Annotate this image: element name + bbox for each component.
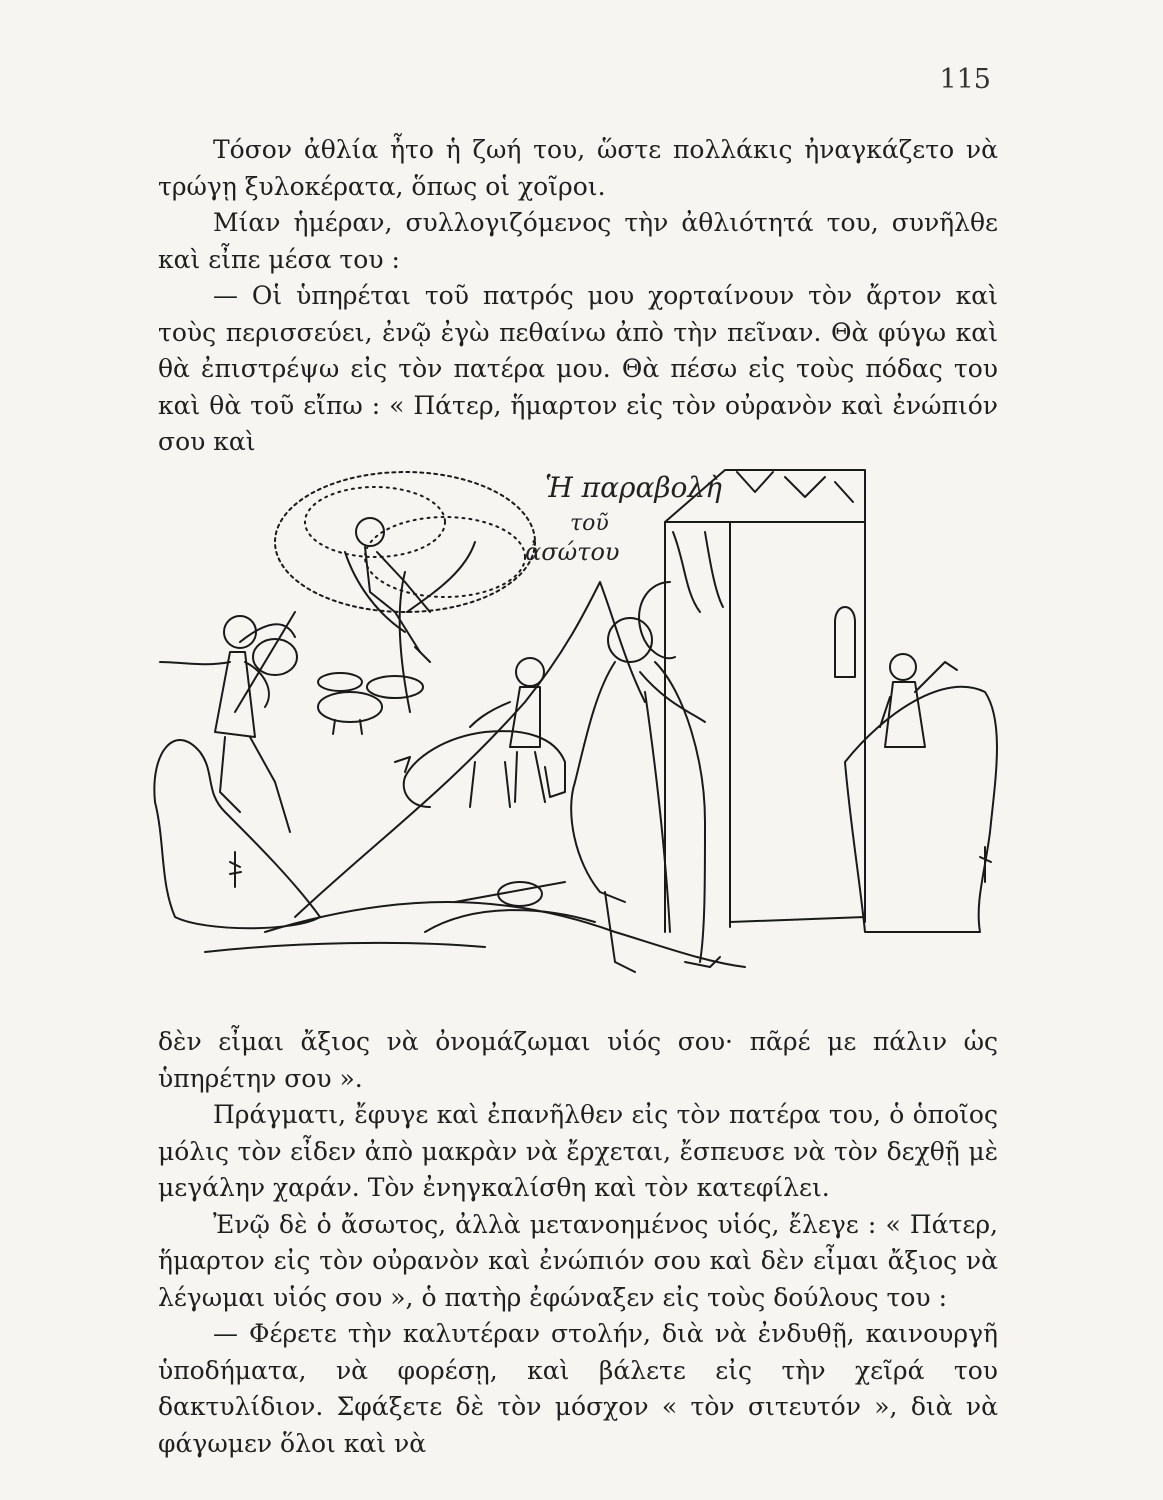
boy-in-tree-icon bbox=[356, 518, 430, 662]
father-and-son-icon bbox=[571, 582, 720, 972]
paragraph: Πράγματι, ἔφυγε καὶ ἐπανῆλθεν εἰς τὸν πατέρα του, ὁ ὁποῖος μόλις τὸν εἶδεν ἀπὸ μακρὰν νὰ ἔρχεται, ἔσπευσε νὰ τὸν δεχθῇ μὲ μεγάλην χαράν. Τὸν ἐνηγκαλίσθη καὶ τὸν κατεφίλει. bbox=[158, 1100, 998, 1202]
paragraph: Ἐνῷ δὲ ὁ ἄσωτος, ἀλλὰ μετανοημένος υἱός, ἔλεγε : « Πάτερ, ἥμαρτον εἰς τὸν οὐρανὸν καὶ ἐνώπιόν σου καὶ δὲν εἶμαι ἄξιος νὰ λέγωμαι υἱός σου », ὁ πατὴρ ἐφώναξεν εἰς τοὺς δούλους του : bbox=[158, 1209, 998, 1312]
left-rock-icon bbox=[154, 740, 320, 928]
bundle-icon bbox=[498, 882, 542, 906]
plant-icon bbox=[980, 847, 991, 882]
paragraph: — Φέρετε τὴν καλυτέραν στολήν, διὰ νὰ ἐνδυθῇ, καινουργῆ ὑποδήματα, νὰ φορέσῃ, καὶ βάλετε εἰς τὴν χεῖρά του δακτυλίδιον. Σφάξετε δὲ τὸν μόσχον « τὸν σιτευτόν », διὰ νὰ φάγωμεν ὅλοι καὶ νὰ bbox=[158, 1319, 998, 1458]
illustration-caption-line2: τοῦ bbox=[570, 511, 609, 536]
house-icon bbox=[665, 470, 865, 932]
page-number: 115 bbox=[939, 64, 991, 95]
top-text-block bbox=[158, 132, 998, 461]
illustration-caption-line1: Ἡ παραβολὴ bbox=[545, 471, 722, 504]
paragraph: — Οἱ ὑπηρέται τοῦ πατρός μου χορταίνουν τὸν ἄρτον καὶ τοὺς περισσεύει, ἐνῷ ἐγὼ πεθαίνω ἀπὸ τὴν πεῖναν. Θὰ φύγω καὶ θὰ ἐπιστρέψω εἰς τὸν πατέρα μου. Θὰ πέσω εἰς τοὺς πόδας του καὶ θὰ τοῦ εἴπω : « Πάτερ, ἥμαρτον εἰς τὸν οὐρανὸν καὶ ἐνώπιόν σου καὶ bbox=[158, 281, 998, 456]
prodigal-son-illustration bbox=[145, 462, 1010, 992]
foreground-ground-icon bbox=[265, 902, 745, 967]
paragraph: δὲν εἶμαι ἄξιος νὰ ὀνομάζωμαι υἱός σου· πᾶρέ με πάλιν ὡς ὑπηρέτην σου ». bbox=[158, 1027, 998, 1093]
paragraph: Μίαν ἡμέραν, συλλογιζόμενος τὴν ἀθλιότητά του, συνῆλθε καὶ εἶπε μέσα του : bbox=[158, 208, 998, 274]
hill-icon bbox=[295, 582, 645, 917]
pigs-icon bbox=[318, 673, 423, 734]
plant-icon bbox=[230, 852, 241, 887]
paragraph: Τόσον ἀθλία ἦτο ἡ ζωή του, ὥστε πολλάκις ἠναγκάζετο νὰ τρώγῃ ξυλοκέρατα, ὅπως οἱ χοῖροι. bbox=[158, 135, 998, 201]
farmer-icon bbox=[880, 654, 957, 747]
shepherd-boy-icon bbox=[160, 612, 297, 832]
bottom-text-block bbox=[158, 1024, 998, 1462]
illustration-caption-line3: ἀσώτου bbox=[525, 538, 620, 566]
